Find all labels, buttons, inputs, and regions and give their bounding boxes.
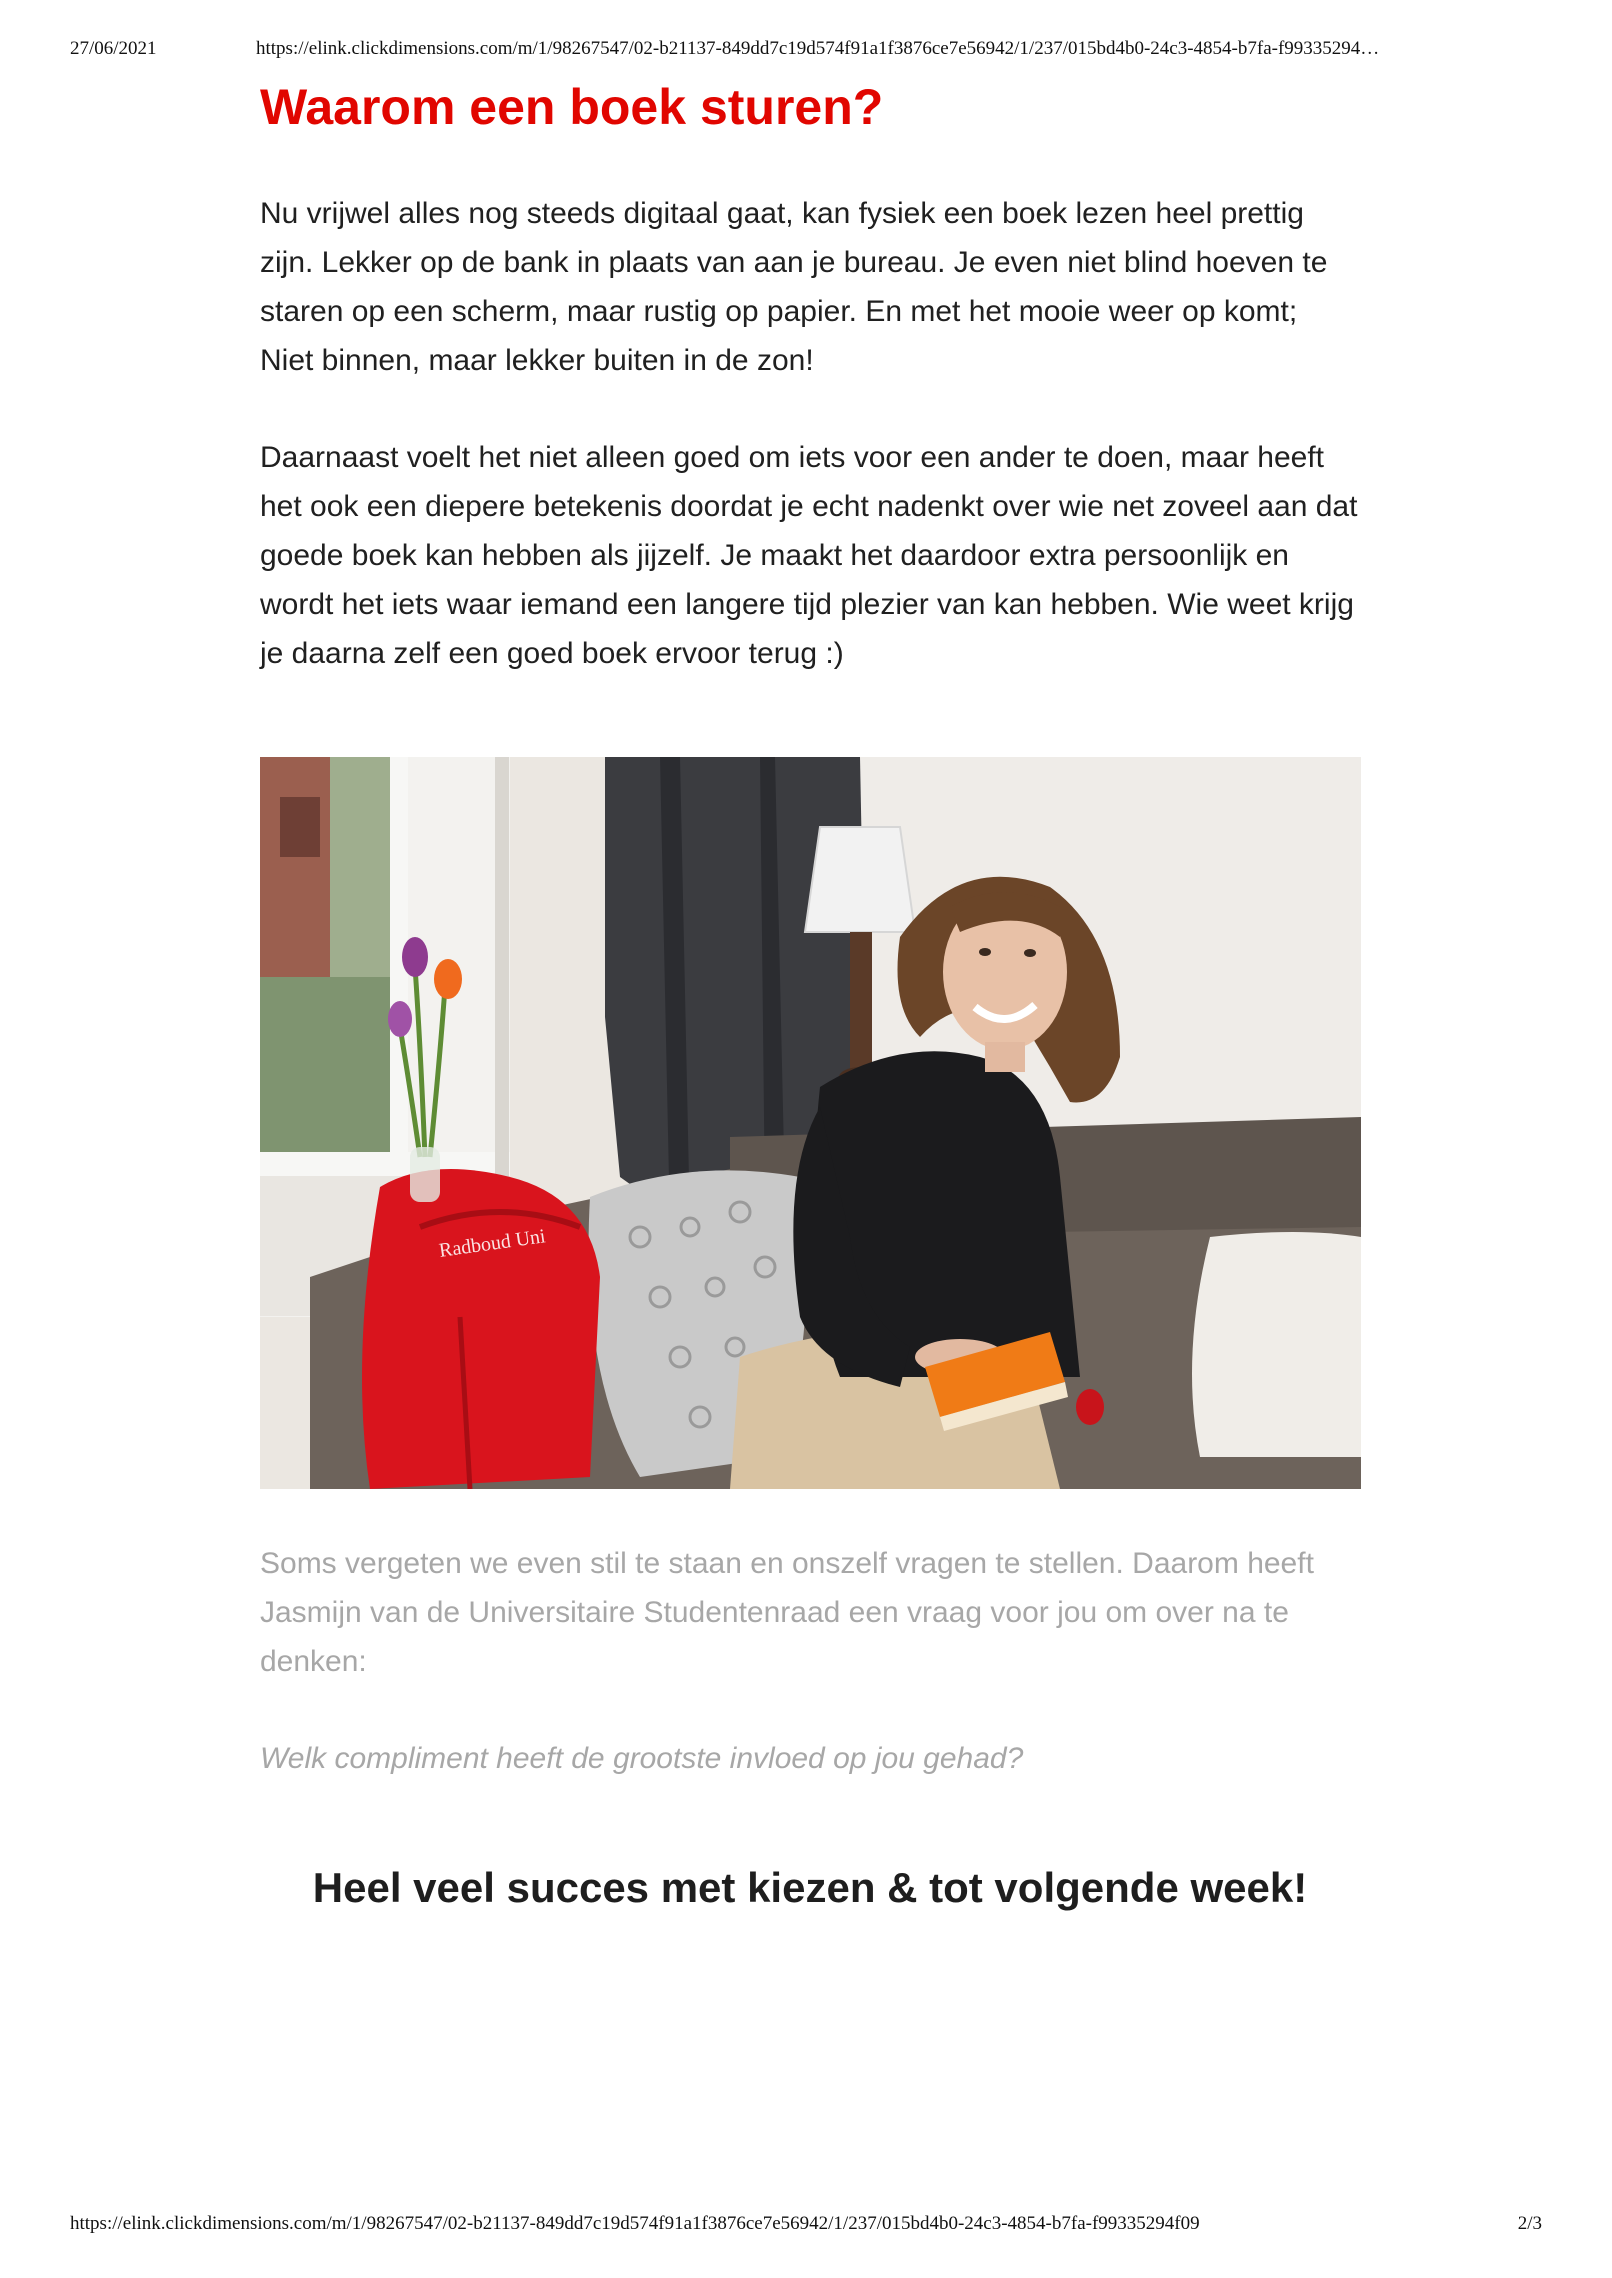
hoodie-print-text: Radboud Uni	[437, 1225, 547, 1262]
email-content	[260, 76, 1360, 1911]
closing-heading: Heel veel succes met kiezen & tot volgende week!	[312, 1864, 1308, 1911]
section-title: Waarom een boek sturen?	[260, 79, 884, 135]
page-number: 2/3	[1517, 2213, 1542, 2234]
paragraph-meaning: Daarnaast voelt het niet alleen goed om iets voor een ander te doen, maar heeft het ook een diepere betekenis doordat je echt nadenkt over wie net zoveel aan dat goede boek kan hebben als jijzelf. Je maakt het daardoor extra persoonlijk en wordt het iets waar iemand een langere tijd plezier van kan hebben. Wie weet krijg je daarna zelf een goed boek ervoor terug :)	[260, 441, 1358, 670]
reflection-question: Welk compliment heeft de grootste invloed op jou gehad?	[260, 1742, 1024, 1775]
print-date: 27/06/2021	[70, 38, 157, 59]
paragraph-intro: Nu vrijwel alles nog steeds digitaal gaat, kan fysiek een boek lezen heel prettig zijn. Lekker op de bank in plaats van aan je bureau. Je even niet blind hoeven te staren op een scherm, maar rustig op papier. En met het mooie weer op komt; Niet binnen, maar lekker buiten in de zon!	[260, 197, 1328, 377]
print-footer	[70, 2213, 1542, 2243]
print-header	[70, 38, 1542, 68]
paragraph-reflection: Soms vergeten we even stil te staan en onszelf vragen te stellen. Daarom heeft Jasmijn van de Universitaire Studentenraad een vraag voor jou om over na te denken:	[260, 1547, 1314, 1678]
print-footer-url: https://elink.clickdimensions.com/m/1/98267547/02-b21137-849dd7c19d574f91a1f3876ce7e56942/1/237/015bd4b0-24c3-4854-b7fa-f99335294f09	[70, 2213, 1200, 2234]
article-photo	[260, 757, 1361, 1489]
print-header-url: https://elink.clickdimensions.com/m/1/98267547/02-b21137-849dd7c19d574f91a1f3876ce7e56942/1/237/015bd4b0-24c3-4854-b7fa-f99335294…	[256, 38, 1380, 59]
